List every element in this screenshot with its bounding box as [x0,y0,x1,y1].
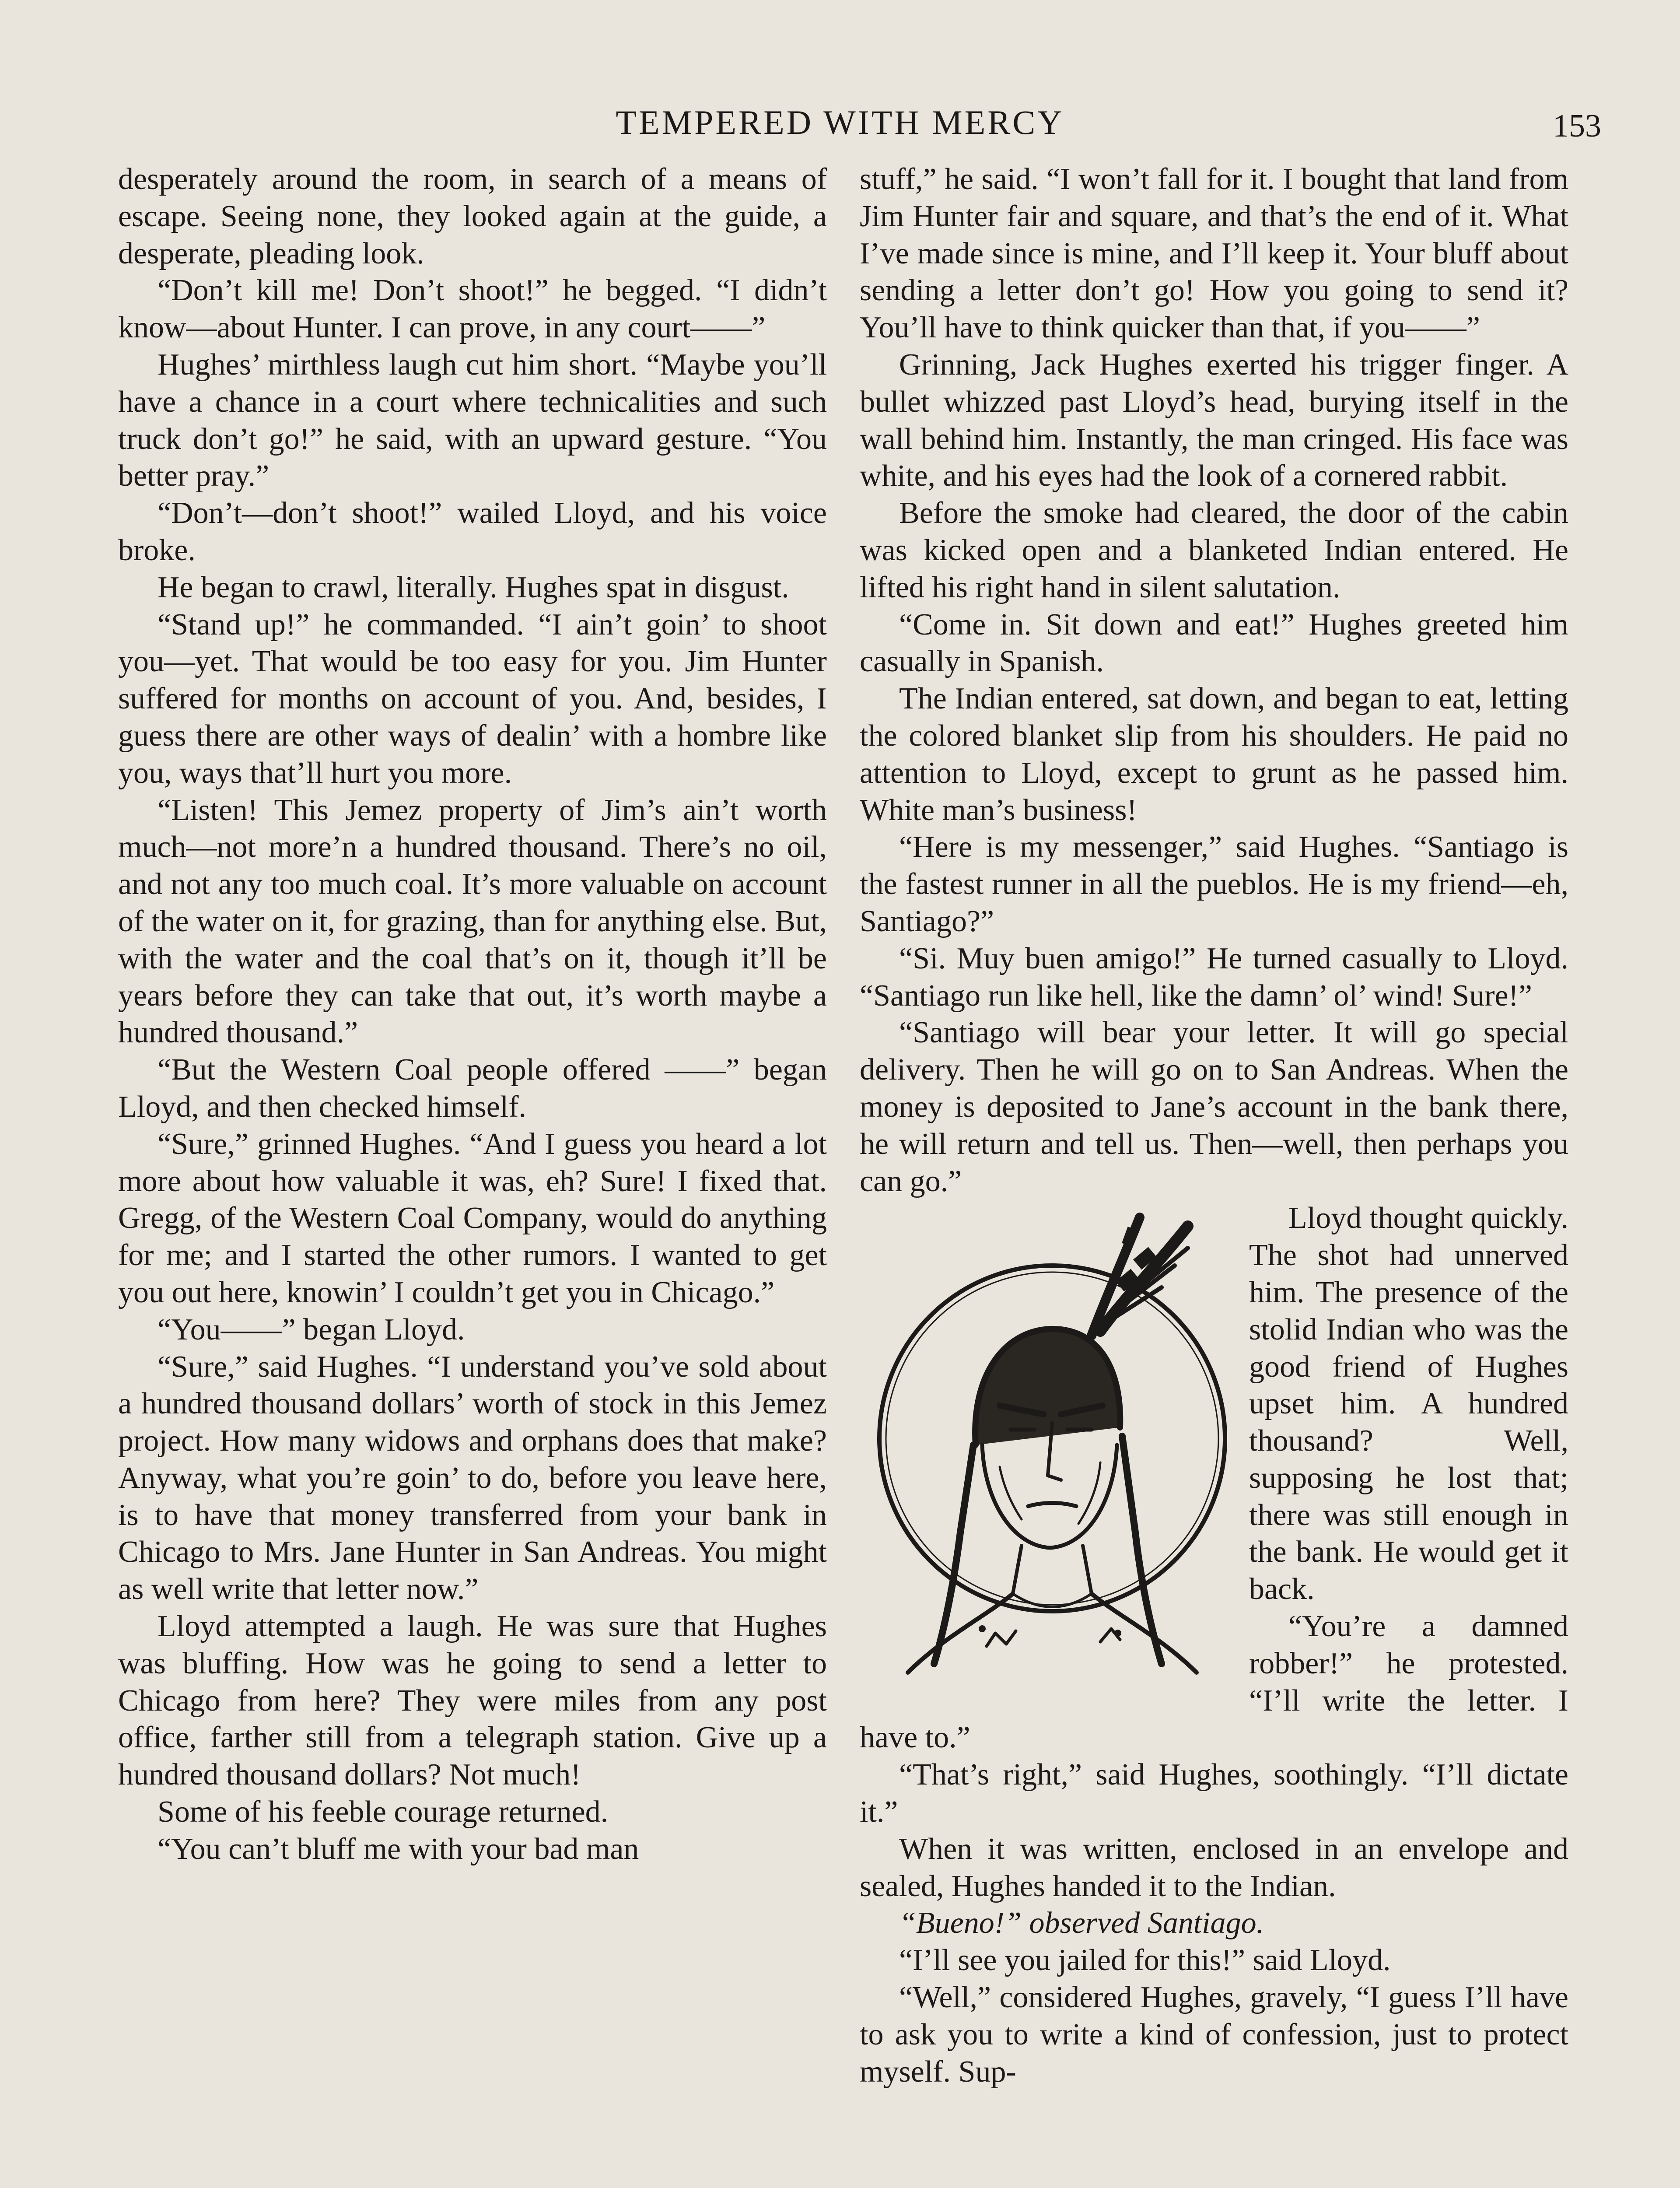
running-header [0,98,1680,147]
page-number: 153 [1553,108,1601,144]
paragraph: “I’ll see you jailed for this!” said Lloyd. [899,1943,1391,1978]
left-column [118,161,827,1868]
paragraph: “Don’t kill me! Don’t shoot!” he begged. “I didn’t know—about Hunter. I can prove, in any court——” [118,274,827,345]
paragraph: desperately around the room, in search of a means of escape. Seeing none, they looked again at the guide, a desperate, pleading look. [118,162,827,270]
paragraph: Some of his feeble courage returned. [158,1795,609,1829]
paragraph: “Here is my messenger,” said Hughes. “Santiago is the fastest runner in all the pueblos. He is my friend—eh, Santiago?” [860,830,1568,938]
paragraph: “That’s right,” said Hughes, soothingly. “I’ll dictate it.” [860,1758,1568,1829]
paragraph: “But the Western Coal people offered ——” began Lloyd, and then checked himself. [118,1053,827,1124]
paragraph: “You’re a damned robber!” he protested. “I’ll write the letter. I have to.” [860,1609,1568,1755]
paragraph: “Bueno!” observed Santiago. [899,1906,1264,1940]
running-title: TEMPERED WITH MERCY [616,103,1064,141]
indian-portrait-illustration [855,1200,1240,1686]
paragraph: The Indian entered, sat down, and began to eat, letting the colored blanket slip from his shoulders. He paid no attention to Lloyd, except to grunt as he passed him. White man’s business! [860,682,1568,827]
paragraph: “You can’t bluff me with your bad man [158,1832,639,1866]
paragraph: “You——” began Lloyd. [158,1312,465,1346]
paragraph: Lloyd attempted a laugh. He was sure that Hughes was bluffing. How was he going to send a letter to Chicago from here? They were miles from any post office, farther still from a telegraph station. Give up a hundred thousand dollars? Not much! [118,1609,827,1792]
paragraph: “Listen! This Jemez property of Jim’s ain’t worth much—not more’n a hundred thousand. There’s no oil, and not any too much coal. It’s more valuable on account of the water on it, for grazing, than for anything else. But, with the water and the coal that’s on it, though it’ll be years before they can take that out, it’s worth maybe a hundred thousand.” [118,793,827,1050]
paragraph: Lloyd thought quickly. The shot had unnerved him. The presence of the stolid Indian who was the good friend of Hughes upset him. A hundred thousand? Well, supposing he lost that; there was still enough in the bank. He would get it back. [1249,1201,1568,1606]
paragraph: “Stand up!” he commanded. “I ain’t goin’ to shoot you—yet. That would be too easy for you. Jim Hunter suffered for months on account of you. And, besides, I guess there are other ways of dealin’ with a hombre like you, ways that’ll hurt you more. [118,607,827,790]
paragraph: “Santiago will bear your letter. It will go special delivery. Then he will go on to San Andreas. When the money is deposited to Jane’s account in the bank there, he will return and tell us. Then—well, then perhaps you can go.” [860,1016,1568,1198]
paragraph: Before the smoke had cleared, the door of the cabin was kicked open and a blanketed Indian entered. He lifted his right hand in silent salutation. [860,496,1568,604]
right-column [860,161,1568,2090]
paragraph: Hughes’ mirthless laugh cut him short. “Maybe you’ll have a chance in a court where technicalities and such truck don’t go!” he said, with an upward gesture. “You better pray.” [118,347,827,493]
paragraph: “Don’t—don’t shoot!” wailed Lloyd, and his voice broke. [118,496,827,567]
paragraph: “Well,” considered Hughes, gravely, “I guess I’ll have to ask you to write a kind of confession, just to protect myself. Sup- [860,1981,1568,2089]
paragraph: When it was written, enclosed in an envelope and sealed, Hughes handed it to the Indian. [860,1832,1568,1903]
paragraph: Grinning, Jack Hughes exerted his trigger finger. A bullet whizzed past Lloyd’s head, burying itself in the wall behind him. Instantly, the man cringed. His face was white, and his eyes had the look of a cornered rabbit. [860,347,1568,493]
paragraph: “Sure,” grinned Hughes. “And I guess you heard a lot more about how valuable it was, eh? Sure! I fixed that. Gregg, of the Western Coal Company, would do anything for me; and I started the other rumors. I wanted to get you out here, knowin’ I couldn’t get you in Chicago.” [118,1127,827,1309]
paragraph: stuff,” he said. “I won’t fall for it. I bought that land from Jim Hunter fair and square, and that’s the end of it. What I’ve made since is mine, and I’ll keep it. Your bluff about sending a letter don’t go! How you going to send it? You’ll have to think quicker than that, if you——” [860,162,1568,345]
paragraph: “Come in. Sit down and eat!” Hughes greeted him casually in Spanish. [860,607,1568,679]
paragraph: He began to crawl, literally. Hughes spat in disgust. [158,570,789,604]
paragraph: “Sure,” said Hughes. “I understand you’ve sold about a hundred thousand dollars’ worth of stock in this Jemez project. How many widows and orphans does that make? Anyway, what you’re goin’ to do, before you leave here, is to have that money transferred from your bank in Chicago to Mrs. Jane Hunter in San Andreas. You might as well write that letter now.” [118,1350,827,1606]
paragraph: “Si. Muy buen amigo!” He turned casually to Lloyd. “Santiago run like hell, like the damn’ ol’ wind! Sure!” [860,941,1568,1013]
